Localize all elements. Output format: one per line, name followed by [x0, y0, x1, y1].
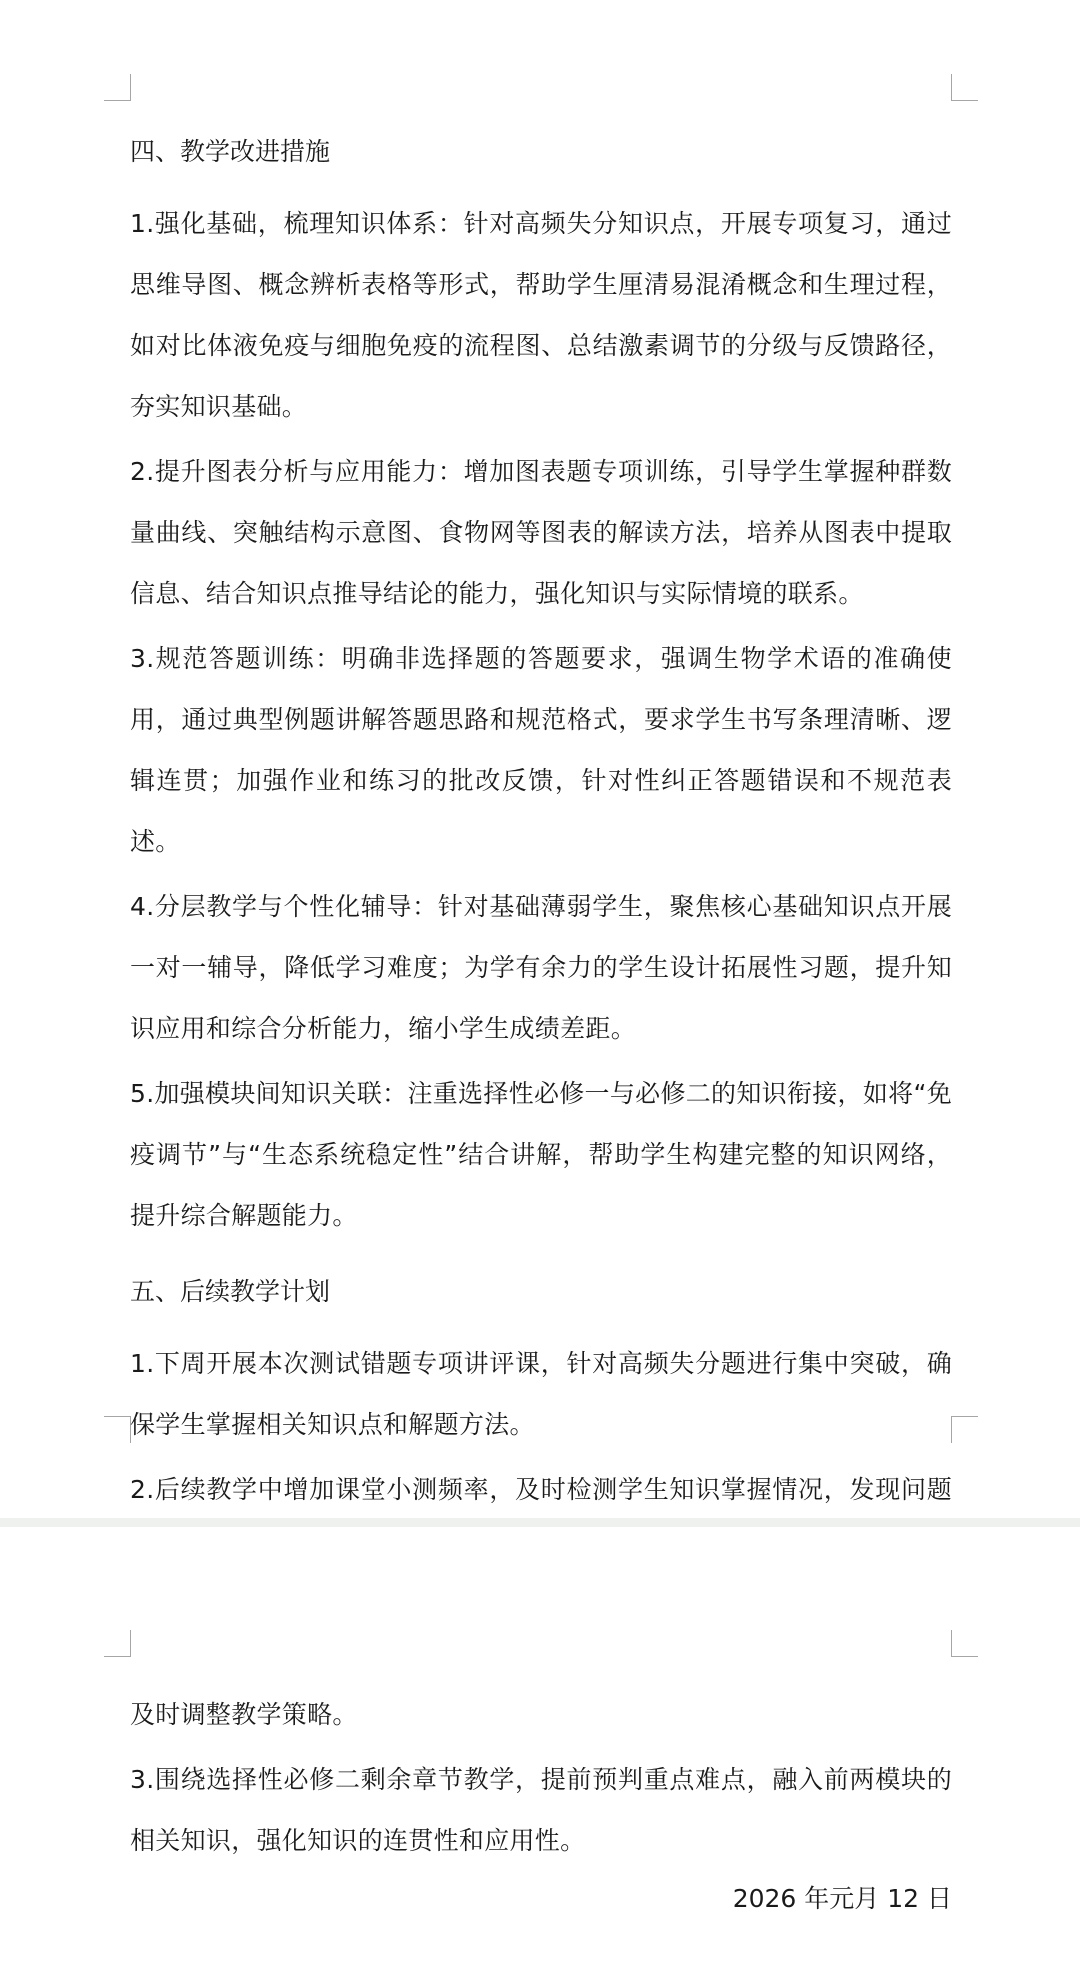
- section-5-item-2: 2.后续教学中增加课堂小测频率，及时检测学生知识掌握情况，发现问题: [130, 1475, 952, 1504]
- document-date: 2026 年元月 12 日: [732, 1884, 952, 1913]
- margin-corner-top-left: [104, 1630, 131, 1657]
- section-4-item-1: 1.强化基础，梳理知识体系：针对高频失分知识点，开展专项复习，通过思维导图、概念辨析表格等形式，帮助学生厘清易混淆概念和生理过程，如对比体液免疫与细胞免疫的流程图、总结激素调节的分级与反馈路径，夯实知识基础。: [130, 209, 952, 421]
- margin-corner-bottom-left: [104, 1416, 131, 1443]
- margin-corner-top-right: [951, 1630, 978, 1657]
- section-5-item-3: 3.围绕选择性必修二剩余章节教学，提前预判重点难点，融入前两模块的相关知识，强化知识的连贯性和应用性。: [130, 1765, 952, 1855]
- section-4-item-5: 5.加强模块间知识关联：注重选择性必修一与必修二的知识衔接，如将“免疫调节”与“生态系统稳定性”结合讲解，帮助学生构建完整的知识网络，提升综合解题能力。: [130, 1079, 953, 1230]
- section-4-item-3: 3.规范答题训练：明确非选择题的答题要求，强调生物学术语的准确使用，通过典型例题讲解答题思路和规范格式，要求学生书写条理清晰、逻辑连贯；加强作业和练习的批改反馈，针对性纠正答题错误和不规范表述。: [130, 644, 952, 856]
- section-4-item-4: 4.分层教学与个性化辅导：针对基础薄弱学生，聚焦核心基础知识点开展一对一辅导，降低学习难度；为学有余力的学生设计拓展性习题，提升知识应用和综合分析能力，缩小学生成绩差距。: [130, 892, 952, 1043]
- section-5-heading: 五、后续教学计划: [130, 1277, 331, 1306]
- margin-corner-top-right: [951, 74, 978, 101]
- margin-corner-top-left: [104, 74, 131, 101]
- section-4-item-2: 2.提升图表分析与应用能力：增加图表题专项训练，引导学生掌握种群数量曲线、突触结构示意图、食物网等图表的解读方法，培养从图表中提取信息、结合知识点推导结论的能力，强化知识与实际情境的联系。: [130, 457, 952, 608]
- continuation-text: 及时调整教学策略。: [130, 1700, 358, 1729]
- page-1-body: [130, 128, 952, 1585]
- page-separator: [0, 1518, 1080, 1527]
- page-2-body: [130, 1684, 952, 1922]
- document-page-2: [0, 1527, 1080, 1961]
- section-5-item-1: 1.下周开展本次测试错题专项讲评课，针对高频失分题进行集中突破，确保学生掌握相关知识点和解题方法。: [130, 1349, 952, 1439]
- section-4-heading: 四、教学改进措施: [130, 137, 331, 166]
- margin-corner-bottom-right: [951, 1416, 978, 1443]
